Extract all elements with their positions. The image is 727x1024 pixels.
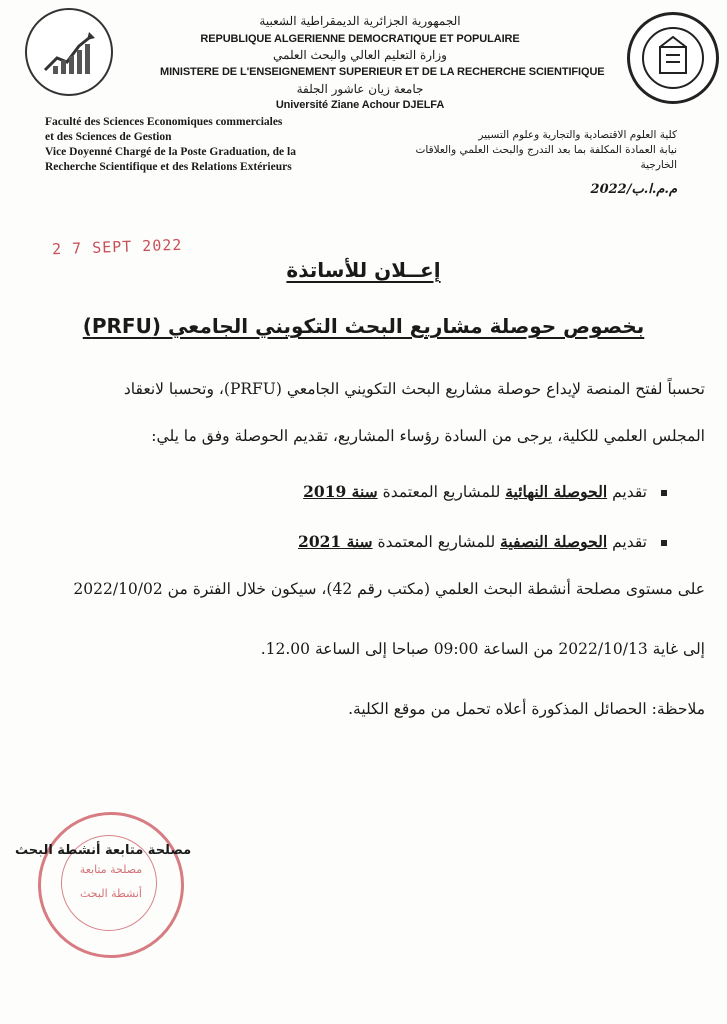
faculty-fr-line4: Recherche Scientifique et des Relations Extérieurs (45, 161, 292, 173)
header-fr-university: Université Ziane Achour DJELFA (275, 99, 445, 111)
faculty-ar-line2: نيابة العمادة المكلفة بما بعد التدرج والبحث العلمي والعلاقات (415, 144, 677, 156)
body-line-3: على مستوى مصلحة أنشطة البحث العلمي (مكتب رقم 42)، سيكون خلال الفترة من 2022/10/02 (73, 580, 705, 598)
header-ar-ministry: وزارة التعليم العالي والبحث العلمي (273, 48, 447, 62)
header-ar-university: جامعة زيان عاشور الجلفة (296, 82, 424, 96)
faculty-fr-line3: Vice Doyenné Chargé de la Poste Graduation, de la (45, 146, 296, 158)
official-stamp: مصلحة متابعة أنشطة البحث (38, 812, 184, 958)
header-ar-republic: الجمهورية الجزائرية الديمقراطية الشعبية (259, 14, 461, 28)
reference-number: م.م.ا.ب/2022 (590, 182, 677, 197)
faculty-ar-line1: كلية العلوم الاقتصادية والتجارية وعلوم التسيير (478, 129, 677, 141)
bullet-square-icon (661, 490, 667, 496)
university-logo (627, 12, 719, 104)
list-item: تقديم الحوصلة النصفية للمشاريع المعتمدة سنة 2021 (298, 532, 667, 551)
body-line-2: المجلس العلمي للكلية، يرجى من السادة رؤساء المشاريع، تقديم الحوصلة وفق ما يلي: (151, 427, 705, 445)
body-line-4: إلى غاية 2022/10/13 من الساعة 09:00 صباحا إلى الساعة 12.00. (260, 640, 705, 658)
faculty-ar-line3: الخارجية (640, 159, 677, 171)
faculty-fr-line2: et des Sciences de Gestion (45, 131, 172, 143)
note-text: ملاحظة: الحصائل المذكورة أعلاه تحمل من موقع الكلية. (348, 700, 705, 718)
body-line-1: تحسباً لفتح المنصة لإيداع حوصلة مشاريع البحث التكويني الجامعي (PRFU)، وتحسبا لانعقاد (123, 380, 705, 398)
date-stamp: 2 7 SEPT 2022 (51, 235, 183, 259)
header-fr-ministry: MINISTERE DE L'ENSEIGNEMENT SUPERIEUR ET DE LA RECHERCHE SCIENTIFIQUE (160, 66, 605, 78)
page-subtitle: بخصوص حوصلة مشاريع البحث التكويني الجامعي (PRFU) (82, 314, 645, 338)
list-item: تقديم الحوصلة النهائية للمشاريع المعتمدة سنة 2019 (303, 482, 667, 501)
bullet-square-icon (661, 540, 667, 546)
faculty-fr-line1: Faculté des Sciences Economiques commerciales (45, 116, 283, 128)
signature-office: مصلحة متابعة أنشطة البحث (15, 843, 192, 858)
page-title: إعــلان للأساتذة (286, 258, 441, 282)
faculty-logo (25, 8, 113, 96)
header-fr-republic: REPUBLIQUE ALGERIENNE DEMOCRATIQUE ET POPULAIRE (200, 33, 520, 45)
